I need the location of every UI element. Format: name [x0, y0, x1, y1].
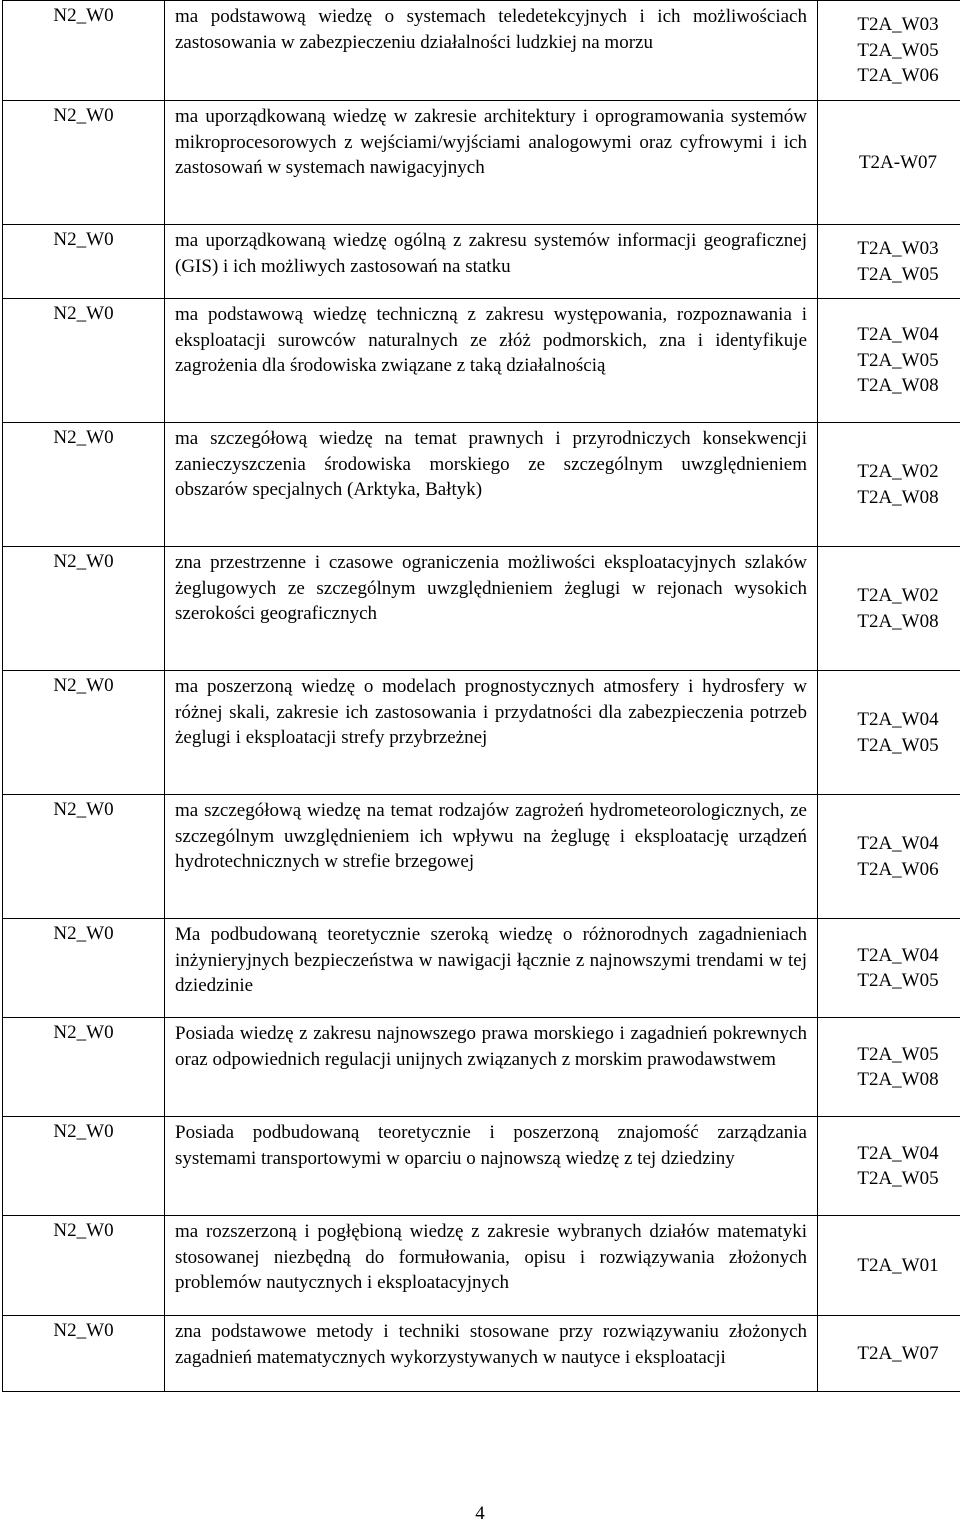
reference-code: T2A-W07: [818, 150, 960, 176]
outcome-description-cell: ma uporządkowaną wiedzę w zakresie architektury i oprogramowania systemów mikroprocesorowych z wejściami/wyjściami analogowymi oraz cyfrowymi i ich zastosowań w systemach nawigacyjnych: [165, 101, 818, 225]
table-row: [3, 547, 960, 671]
outcome-code-cell: N2_W0: [3, 423, 165, 547]
reference-code: T2A_W04: [818, 1141, 960, 1167]
reference-code: T2A_W05: [818, 38, 960, 64]
reference-code: T2A_W08: [818, 485, 960, 511]
reference-code: T2A_W05: [818, 262, 960, 288]
outcome-reference-cell: [818, 547, 960, 671]
outcome-reference-cell: [818, 299, 960, 423]
table-row: [3, 1117, 960, 1216]
outcome-reference-cell: [818, 1117, 960, 1216]
table-row: [3, 299, 960, 423]
table-body: [3, 1, 960, 1392]
reference-code: T2A_W08: [818, 609, 960, 635]
outcome-description-cell: zna przestrzenne i czasowe ograniczenia możliwości eksploatacyjnych szlaków żeglugowych ze szczególnym uwzględnieniem żeglugi w rejonach wysokich szerokości geograficznych: [165, 547, 818, 671]
reference-code: T2A_W05: [818, 968, 960, 994]
outcome-description-cell: ma rozszerzoną i pogłębioną wiedzę z zakresie wybranych działów matematyki stosowanej niezbędną do formułowania, opisu i rozwiązywania złożonych problemów nautycznych i eksploatacyjnych: [165, 1216, 818, 1316]
outcome-reference-cell: [818, 1216, 960, 1316]
reference-code: T2A_W02: [818, 459, 960, 485]
table-row: [3, 423, 960, 547]
outcome-reference-cell: [818, 1, 960, 101]
reference-code: T2A_W03: [818, 236, 960, 262]
outcome-code-cell: N2_W0: [3, 547, 165, 671]
outcome-description-cell: ma szczegółową wiedzę na temat prawnych i przyrodniczych konsekwencji zanieczyszczenia środowiska morskiego ze szczególnym uwzględnieniem obszarów specjalnych (Arktyka, Bałtyk): [165, 423, 818, 547]
outcome-reference-cell: [818, 225, 960, 299]
outcome-reference-cell: [818, 1316, 960, 1392]
outcome-code-cell: N2_W0: [3, 299, 165, 423]
reference-code: T2A_W05: [818, 1042, 960, 1068]
outcome-code-cell: N2_W0: [3, 1216, 165, 1316]
outcome-description-cell: zna podstawowe metody i techniki stosowane przy rozwiązywaniu złożonych zagadnień matematycznych wykorzystywanych w nautyce i eksploatacji: [165, 1316, 818, 1392]
outcome-reference-cell: [818, 671, 960, 795]
table-row: [3, 101, 960, 225]
reference-code: T2A_W03: [818, 12, 960, 38]
reference-code: T2A_W08: [818, 1067, 960, 1093]
outcome-code-cell: N2_W0: [3, 1, 165, 101]
outcome-code-cell: N2_W0: [3, 1117, 165, 1216]
reference-code: T2A_W06: [818, 857, 960, 883]
reference-code: T2A_W04: [818, 707, 960, 733]
reference-code: T2A_W02: [818, 583, 960, 609]
reference-code: T2A_W01: [818, 1253, 960, 1279]
outcome-description-cell: ma poszerzoną wiedzę o modelach prognostycznych atmosfery i hydrosfery w różnej skali, zakresie ich zastosowania i przydatności dla zabezpieczenia potrzeb żeglugi i eksploatacji strefy przybrzeżnej: [165, 671, 818, 795]
outcome-code-cell: N2_W0: [3, 795, 165, 919]
reference-code: T2A_W04: [818, 322, 960, 348]
outcome-code-cell: N2_W0: [3, 1316, 165, 1392]
reference-code: T2A_W04: [818, 831, 960, 857]
outcome-code-cell: N2_W0: [3, 671, 165, 795]
table-row: [3, 671, 960, 795]
outcome-description-cell: ma podstawową wiedzę o systemach teledetekcyjnych i ich możliwościach zastosowania w zabezpieczeniu działalności ludzkiej na morzu: [165, 1, 818, 101]
table-row: [3, 1, 960, 101]
outcome-description-cell: Posiada podbudowaną teoretycznie i poszerzoną znajomość zarządzania systemami transportowymi w oparciu o najnowszą wiedzę z tej dziedziny: [165, 1117, 818, 1216]
outcome-code-cell: N2_W0: [3, 101, 165, 225]
reference-code: T2A_W08: [818, 373, 960, 399]
reference-code: T2A_W04: [818, 943, 960, 969]
reference-code: T2A_W06: [818, 63, 960, 89]
outcome-code-cell: N2_W0: [3, 225, 165, 299]
outcome-reference-cell: [818, 1018, 960, 1117]
table-row: [3, 795, 960, 919]
table-row: [3, 919, 960, 1018]
outcome-description-cell: ma uporządkowaną wiedzę ogólną z zakresu systemów informacji geograficznej (GIS) i ich możliwych zastosowań na statku: [165, 225, 818, 299]
outcome-reference-cell: [818, 101, 960, 225]
reference-code: T2A_W05: [818, 348, 960, 374]
table-row: [3, 1316, 960, 1392]
learning-outcomes-table: [2, 0, 960, 1392]
outcome-reference-cell: [818, 795, 960, 919]
table-row: [3, 225, 960, 299]
page-number: 4: [0, 1503, 960, 1525]
reference-code: T2A_W05: [818, 1166, 960, 1192]
outcome-reference-cell: [818, 919, 960, 1018]
outcome-description-cell: ma podstawową wiedzę techniczną z zakresu występowania, rozpoznawania i eksploatacji surowców naturalnych ze złóż podmorskich, zna i identyfikuje zagrożenia dla środowiska związane z taką działalnością: [165, 299, 818, 423]
table-row: [3, 1018, 960, 1117]
reference-code: T2A_W05: [818, 733, 960, 759]
outcome-code-cell: N2_W0: [3, 1018, 165, 1117]
outcome-description-cell: ma szczegółową wiedzę na temat rodzajów zagrożeń hydrometeorologicznych, ze szczególnym uwzględnieniem ich wpływu na żeglugę i eksploatację urządzeń hydrotechnicznych w strefie brzegowej: [165, 795, 818, 919]
reference-code: T2A_W07: [818, 1341, 960, 1367]
table-row: [3, 1216, 960, 1316]
outcome-code-cell: N2_W0: [3, 919, 165, 1018]
outcome-reference-cell: [818, 423, 960, 547]
outcome-description-cell: Ma podbudowaną teoretycznie szeroką wiedzę o różnorodnych zagadnieniach inżynieryjnych bezpieczeństwa w nawigacji łącznie z najnowszymi trendami w tej dziedzinie: [165, 919, 818, 1018]
outcome-description-cell: Posiada wiedzę z zakresu najnowszego prawa morskiego i zagadnień pokrewnych oraz odpowiednich regulacji unijnych związanych z morskim prawodawstwem: [165, 1018, 818, 1117]
